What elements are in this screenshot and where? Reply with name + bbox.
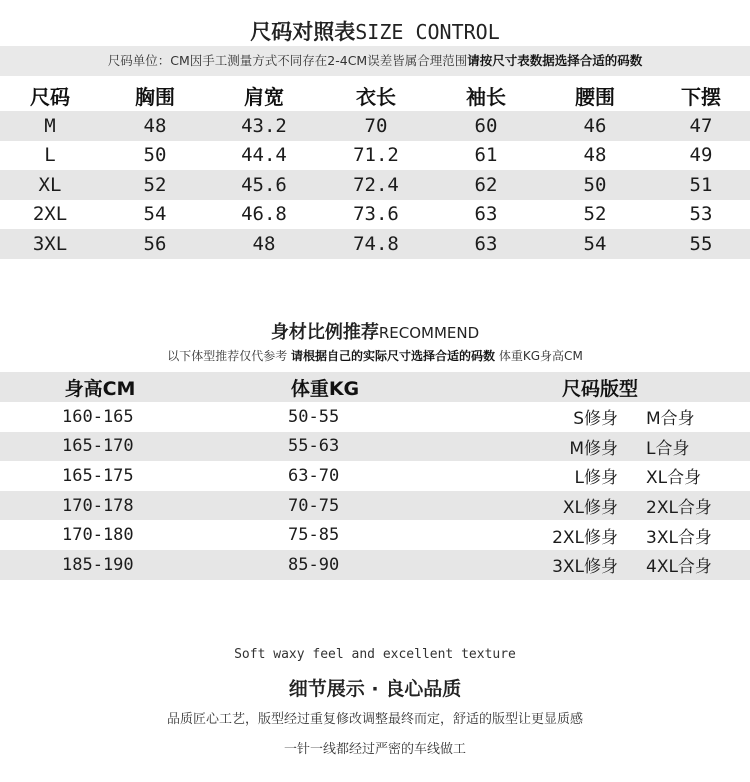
sleeve-cell: 60 [474,114,498,137]
header-length: 衣长 [356,84,396,109]
sleeve-cell: 61 [474,144,498,167]
slim-fit-cell: S修身 [573,409,618,430]
detail-title: 细节展示 · 良心品质 [288,678,462,700]
size-chart-title-en: SIZE CONTROL [355,20,500,44]
length-cell: 72.4 [353,173,399,196]
height-cell: 185-190 [62,554,134,575]
sleeve-cell: 62 [474,173,498,196]
shoulder-cell: 45.6 [241,173,287,196]
shoulder-cell: 43.2 [241,114,287,137]
sleeve-cell: 63 [474,232,498,255]
size-chart-note [0,46,750,76]
regular-fit-cell: 4XL合身 [646,557,712,578]
weight-cell: 55-63 [288,436,340,457]
regular-fit-cell: 2XL合身 [646,498,712,519]
slim-fit-cell: 2XL修身 [552,527,618,548]
size-cell: M [44,114,56,137]
shoulder-cell: 46.8 [241,203,287,226]
recommend-title [0,318,750,344]
recommend-note-part1: 以下体型推荐仅代参考 [167,349,288,363]
header-height: 身高CM [0,372,200,402]
size-note-bold: 请按尺寸表数据选择合适的码数 [467,53,643,68]
sleeve-cell: 63 [474,203,498,226]
regular-fit-cell: 3XL合身 [646,527,712,548]
waist-cell: 50 [583,173,607,196]
chest-cell: 56 [143,232,167,255]
chest-cell: 50 [143,144,167,167]
weight-cell: 70-75 [288,495,340,516]
recommend-title-cn: 身材比例推荐 [270,322,379,343]
table-row [0,200,750,230]
size-cell: XL [38,173,62,196]
size-chart-title-cn: 尺码对照表 [250,20,356,44]
regular-fit-cell: XL合身 [646,468,702,489]
hem-cell: 47 [689,114,713,137]
height-cell: 170-178 [62,495,134,516]
hem-cell: 55 [689,232,713,255]
header-shoulder: 肩宽 [244,84,284,109]
weight-cell: 85-90 [288,554,340,575]
slim-fit-cell: XL修身 [562,498,618,519]
length-cell: 70 [364,114,388,137]
header-waist: 腰围 [575,84,615,109]
chest-cell: 52 [143,173,167,196]
header-sleeve: 袖长 [466,84,506,109]
table-row [0,402,750,432]
regular-fit-cell: L合身 [646,438,690,459]
waist-cell: 52 [583,203,607,226]
table-row [0,111,750,141]
chest-cell: 48 [143,114,167,137]
length-cell: 74.8 [353,232,399,255]
slim-fit-cell: L修身 [574,468,618,489]
table-row [0,432,750,462]
shoulder-cell: 48 [252,232,276,255]
weight-cell: 50-55 [288,406,340,427]
hem-cell: 51 [689,173,713,196]
weight-cell: 63-70 [288,465,340,486]
height-cell: 170-180 [62,525,134,546]
waist-cell: 46 [583,114,607,137]
recommend-table [0,372,750,580]
waist-cell: 48 [583,144,607,167]
shoulder-cell: 44.4 [241,144,287,167]
size-cell: 3XL [32,232,68,255]
length-cell: 71.2 [353,144,399,167]
regular-fit-cell: M合身 [646,409,695,430]
size-cell: 2XL [32,203,68,226]
recommend-title-en: RECOMMEND [378,324,480,342]
header-weight: 体重KG [200,372,450,402]
table-row [0,170,750,200]
table-row [0,520,750,550]
table-row [0,491,750,521]
recommend-header-row [0,372,750,402]
chest-cell: 54 [143,203,167,226]
table-row [0,550,750,580]
slim-fit-cell: 3XL修身 [552,557,618,578]
hem-cell: 49 [689,144,713,167]
recommend-note-bold: 请根据自己的实际尺寸选择合适的码数 [291,349,496,363]
texture-tagline: Soft waxy feel and excellent texture [234,647,516,662]
height-cell: 165-170 [62,436,134,457]
recommend-note [0,347,750,364]
table-row [0,229,750,259]
weight-cell: 75-85 [288,525,340,546]
detail-description: 品质匠心工艺，版型经过重复修改调整最终而定，舒适的版型让更显质感 [166,712,583,727]
header-hem: 下摆 [681,84,721,109]
recommend-note-part2: 体重KG身高CM [498,349,583,363]
header-fit: 尺码版型 [450,372,750,402]
header-chest: 胸围 [135,84,175,109]
detail-stitching-note: 一针一线都经过严密的车线做工 [283,742,466,757]
height-cell: 160-165 [62,406,134,427]
size-cell: L [44,144,56,167]
hem-cell: 53 [689,203,713,226]
length-cell: 73.6 [353,203,399,226]
size-table [0,79,750,259]
header-size: 尺码 [30,84,70,109]
size-chart-title [0,16,750,46]
waist-cell: 54 [583,232,607,255]
height-cell: 165-175 [62,465,134,486]
table-row [0,461,750,491]
size-table-header-row [0,79,750,111]
size-note-normal: 尺码单位：CM因手工测量方式不同存在2-4CM误差皆属合理范围 [107,53,468,68]
slim-fit-cell: M修身 [569,438,618,459]
table-row [0,141,750,171]
